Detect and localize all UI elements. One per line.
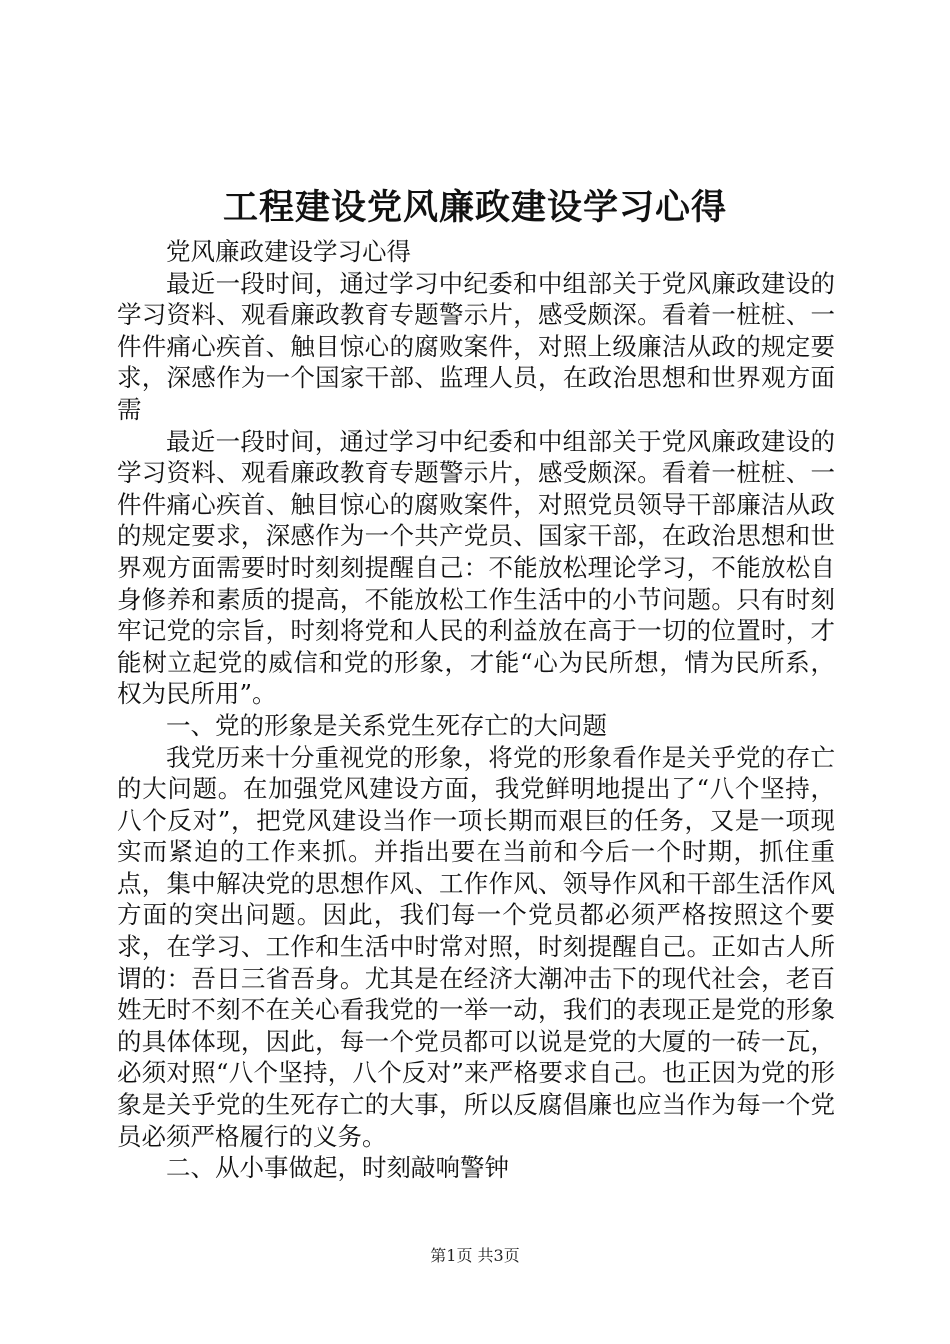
paragraph-intro: 最近一段时间，通过学习中纪委和中组部关于党风廉政建设的学习资料、观看廉政教育专题警示片，感受颇深。看着一桩桩、一件件痛心疾首、触目惊心的腐败案件，对照党员领导干部廉洁从政的规定要求，深感作为一个共产党员、国家干部，在政治思想和世界观方面需要时时刻刻提醒自己：不能放松理论学习，不能放松自身修养和素质的提高，不能放松工作生活中的小节问题。只有时刻牢记党的宗旨，时刻将党和人民的利益放在高于一切的位置时，才能树立起党的威信和党的形象，才能“心为民所想，情为民所系，权为民所用”。: [117, 426, 835, 709]
document-body: [117, 236, 835, 1184]
paragraph-intro-draft: 最近一段时间，通过学习中纪委和中组部关于党风廉政建设的学习资料、观看廉政教育专题警示片，感受颇深。看着一桩桩、一件件痛心疾首、触目惊心的腐败案件，对照上级廉洁从政的规定要求，深感作为一个国家干部、监理人员，在政治思想和世界观方面需: [117, 268, 835, 424]
paragraph-section-1: 我党历来十分重视党的形象，将党的形象看作是关乎党的存亡的大问题。在加强党风建设方面，我党鲜明地提出了“八个坚持，八个反对”，把党风建设当作一项长期而艰巨的任务，又是一项现实而紧迫的工作来抓。并指出要在当前和今后一个时期，抓住重点，集中解决党的思想作风、工作作风、领导作风和干部生活作风方面的突出问题。因此，我们每一个党员都必须严格按照这个要求，在学习、工作和生活中时常对照，时刻提醒自己。正如古人所谓的：吾日三省吾身。尤其是在经济大潮冲击下的现代社会，老百姓无时不刻不在关心看我党的一举一动，我们的表现正是党的形象的具体体现，因此，每一个党员都可以说是党的大厦的一砖一瓦，必须对照“八个坚持，八个反对”来严格要求自己。也正因为党的形象是关乎党的生死存亡的大事，所以反腐倡廉也应当作为每一个党员必须严格履行的义务。: [117, 742, 835, 1151]
paragraph-subtitle: 党风廉政建设学习心得: [166, 237, 411, 266]
page-footer: 第1页 共3页: [430, 1246, 520, 1265]
section-heading-1: 一、党的形象是关系党生死存亡的大问题: [166, 710, 607, 740]
section-heading-2: 二、从小事做起，时刻敲响警钟: [166, 1153, 509, 1183]
document-title: 工程建设党风廉政建设学习心得: [222, 187, 727, 228]
